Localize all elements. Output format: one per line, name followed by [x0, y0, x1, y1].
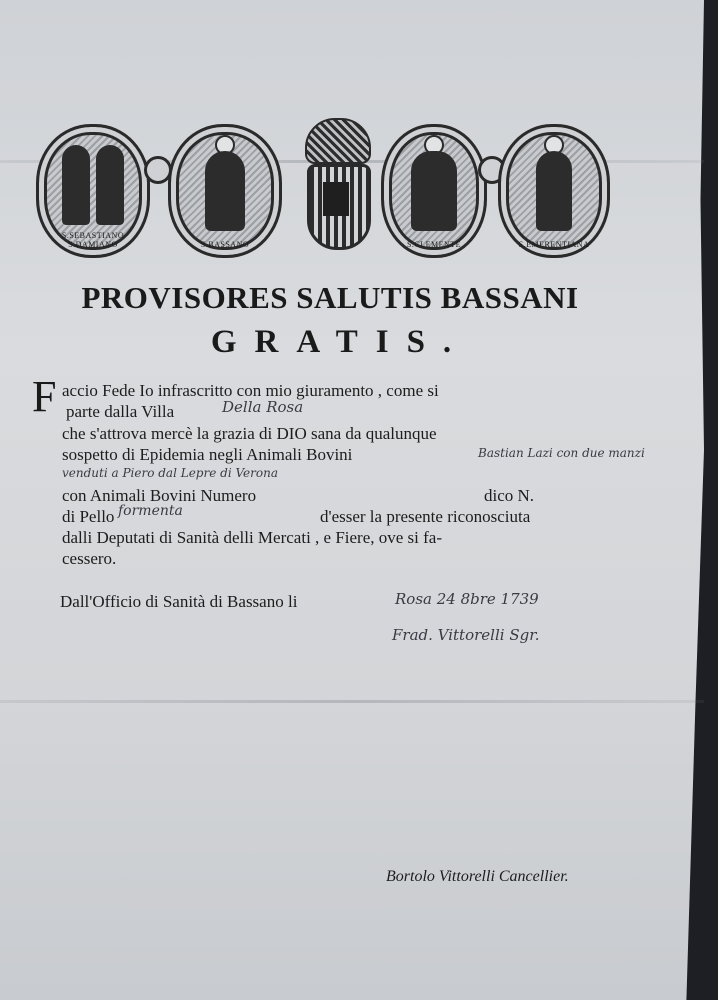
body-line: che s'attrova mercè la grazia di DIO sana da qualunque	[62, 424, 437, 443]
winged-lion-icon	[305, 118, 371, 164]
handwritten-signature: Frad. Vittorelli Sgr.	[392, 626, 540, 644]
woodcut-banner	[36, 116, 606, 266]
saint-medallion	[168, 124, 282, 258]
saint-medallion	[498, 124, 610, 258]
saint-figure	[205, 151, 245, 231]
tower-icon	[323, 182, 349, 216]
saint-figure	[62, 145, 90, 225]
body-line: di Pello	[62, 507, 115, 526]
document-title: PROVISORES SALUTIS BASSANI	[81, 280, 579, 315]
saint-figure	[536, 151, 572, 231]
handwritten-note: venduti a Piero dal Lepre di Verona	[62, 466, 278, 480]
handwritten-date: Rosa 24 8bre 1739	[395, 590, 539, 608]
medallion-caption: S.CLEMENTE	[406, 240, 462, 249]
saint-figure	[411, 151, 457, 231]
body-line: accio Fede Io infrascritto con mio giuramento , come si	[62, 381, 439, 400]
saint-figure	[96, 145, 124, 225]
body-line: parte dalla Villa	[66, 402, 175, 421]
medallion-caption: S.BASSANO	[200, 240, 250, 249]
body-line: sospetto di Epidemia negli Animali Bovini	[62, 445, 353, 464]
handwritten-villa: Della Rosa	[222, 398, 304, 416]
medallion-caption: S.EMERENTIANA	[518, 240, 590, 249]
lion-of-st-mark-crest	[291, 116, 381, 258]
body-line: dico N.	[484, 486, 535, 505]
handwritten-note: Bastian Lazi con due manzi	[478, 446, 645, 460]
paper-fold	[0, 700, 704, 703]
body-line: d'esser la presente riconosciuta	[320, 507, 531, 526]
drop-cap: F	[32, 372, 57, 421]
chancellor-name: Bortolo Vittorelli Cancellier.	[386, 868, 569, 885]
body-line: cessero.	[62, 549, 117, 568]
body-line: dalli Deputati di Sanità delli Mercati , e Fiere, ove si fa-	[62, 528, 443, 547]
medallion-caption: S.SEBASTIANO S.DAMIANO	[61, 231, 125, 249]
saint-medallion	[381, 124, 487, 258]
date-line: Dall'Officio di Sanità di Bassano li	[60, 592, 298, 611]
saint-medallion	[36, 124, 150, 258]
body-line: con Animali Bovini Numero	[62, 486, 257, 505]
handwritten-pello: formenta	[118, 503, 183, 519]
document-subtitle: GRATIS.	[210, 324, 470, 360]
